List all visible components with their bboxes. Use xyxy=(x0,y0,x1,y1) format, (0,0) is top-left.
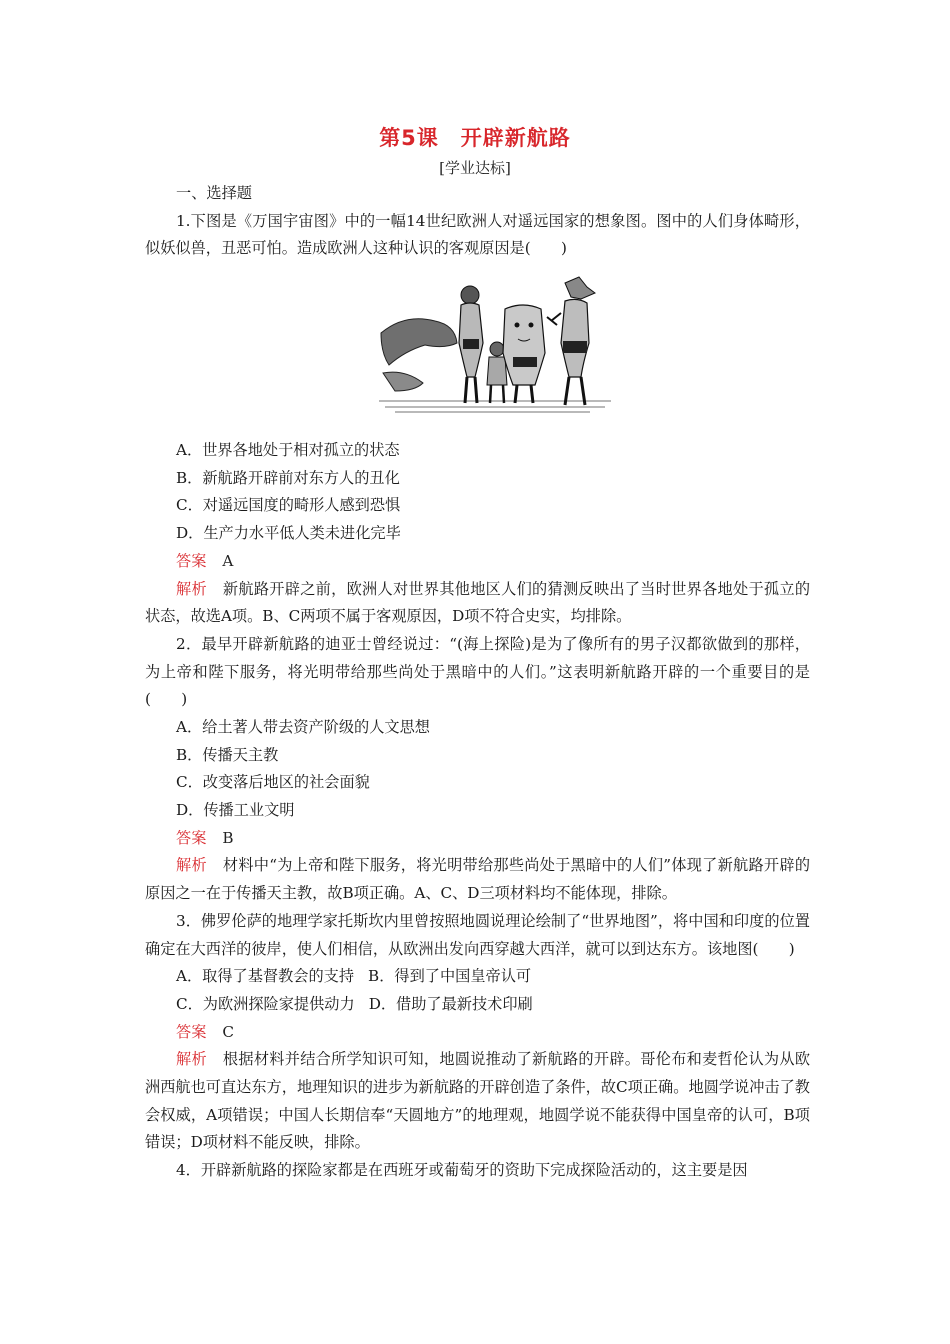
analysis-text: 材料中“为上帝和陛下服务，将光明带给那些尚处于黑暗中的人们”体现了新航路开辟的原因之一在于传播天主教，故B项正确。A、C、D三项材料均不能体现，排除。 xyxy=(145,856,811,903)
section-heading: 一、选择题 xyxy=(176,184,252,202)
question-3-answer xyxy=(145,1019,810,1047)
answer-value: C xyxy=(222,1022,234,1041)
page-subtitle: [学业达标] xyxy=(439,159,511,177)
question-4-stem: 4．开辟新航路的探险家都是在西班牙或葡萄牙的资助下完成探险活动的，这主要是因 xyxy=(176,1161,748,1180)
question-2-stem: 2．最早开辟新航路的迪亚士曾经说过：“(海上探险)是为了像所有的男子汉都欲做到的那样，为上帝和陛下服务，将光明带给那些尚处于黑暗中的人们。”这表明新航路开辟的一个重要目的是( ) xyxy=(145,634,810,709)
answer-value: B xyxy=(222,828,234,847)
answer-label: 答案 xyxy=(176,551,207,570)
question-3-option-a: A．取得了基督教会的支持 xyxy=(176,967,355,986)
question-2-option-a: A．给土著人带去资产阶级的人文思想 xyxy=(176,718,430,737)
page-title: 第5课 开辟新航路 xyxy=(379,126,571,150)
document-body xyxy=(145,180,810,1185)
question-1-option-c: C．对遥远国度的畸形人感到恐惧 xyxy=(176,496,401,515)
question-1-answer xyxy=(145,548,810,576)
question-1-analysis xyxy=(145,576,810,631)
analysis-text: 新航路开辟之前，欧洲人对世界其他地区人们的猜测反映出了当时世界各地处于孤立的状态，故选A项。B、C两项不属于客观原因，D项不符合史实，均排除。 xyxy=(145,579,811,626)
analysis-label: 解析 xyxy=(176,856,207,875)
question-1-option-b: B．新航路开辟前对东方人的丑化 xyxy=(176,468,400,487)
answer-label: 答案 xyxy=(176,828,207,847)
question-1-option-a: A．世界各地处于相对孤立的状态 xyxy=(176,441,400,460)
question-3-option-d: D．借助了最新技术印刷 xyxy=(368,994,533,1013)
question-2-option-b: B．传播天主教 xyxy=(176,745,279,764)
question-3-option-c: C．为欧洲探险家提供动力 xyxy=(176,994,355,1013)
question-3-options-cd xyxy=(145,991,810,1019)
question-2-answer xyxy=(145,825,810,853)
question-1-option-d: D．生产力水平低人类未进化完毕 xyxy=(176,524,401,543)
analysis-label: 解析 xyxy=(176,1050,207,1069)
woodcut-monsters-illustration-icon xyxy=(375,273,615,423)
question-2-analysis xyxy=(145,852,810,907)
analysis-text: 根据材料并结合所学知识可知，地圆说推动了新航路的开辟。哥伦布和麦哲伦认为从欧洲西航也可直达东方，地理知识的进步为新航路的开辟创造了条件，故C项正确。地圆学说冲击了教会权威，A项错误；中国人长期信奉“天圆地方”的地理观，地圆学说不能获得中国皇帝的认可，B项错误；D项材料不能反映，排除。 xyxy=(145,1050,811,1152)
answer-label: 答案 xyxy=(176,1022,207,1041)
question-2-option-d: D．传播工业文明 xyxy=(176,801,295,820)
analysis-label: 解析 xyxy=(176,579,207,598)
question-3-analysis xyxy=(145,1046,810,1157)
answer-value: A xyxy=(222,551,234,570)
question-3-stem: 3．佛罗伦萨的地理学家托斯坎内里曾按照地圆说理论绘制了“世界地图”，将中国和印度的位置确定在大西洋的彼岸，使人们相信，从欧洲出发向西穿越大西洋，就可以到达东方。该地图( ) xyxy=(145,911,810,958)
question-3-option-b: B．得到了中国皇帝认可 xyxy=(368,967,532,986)
question-3-options-ab xyxy=(145,963,810,991)
question-1-figure xyxy=(145,273,810,423)
question-1-stem: 1.下图是《万国宇宙图》中的一幅14世纪欧洲人对遥远国家的想象图。图中的人们身体畸形，似妖似兽，丑恶可怕。造成欧洲人这种认识的客观原因是( ) xyxy=(145,211,810,258)
question-2-option-c: C．改变落后地区的社会面貌 xyxy=(176,773,370,792)
